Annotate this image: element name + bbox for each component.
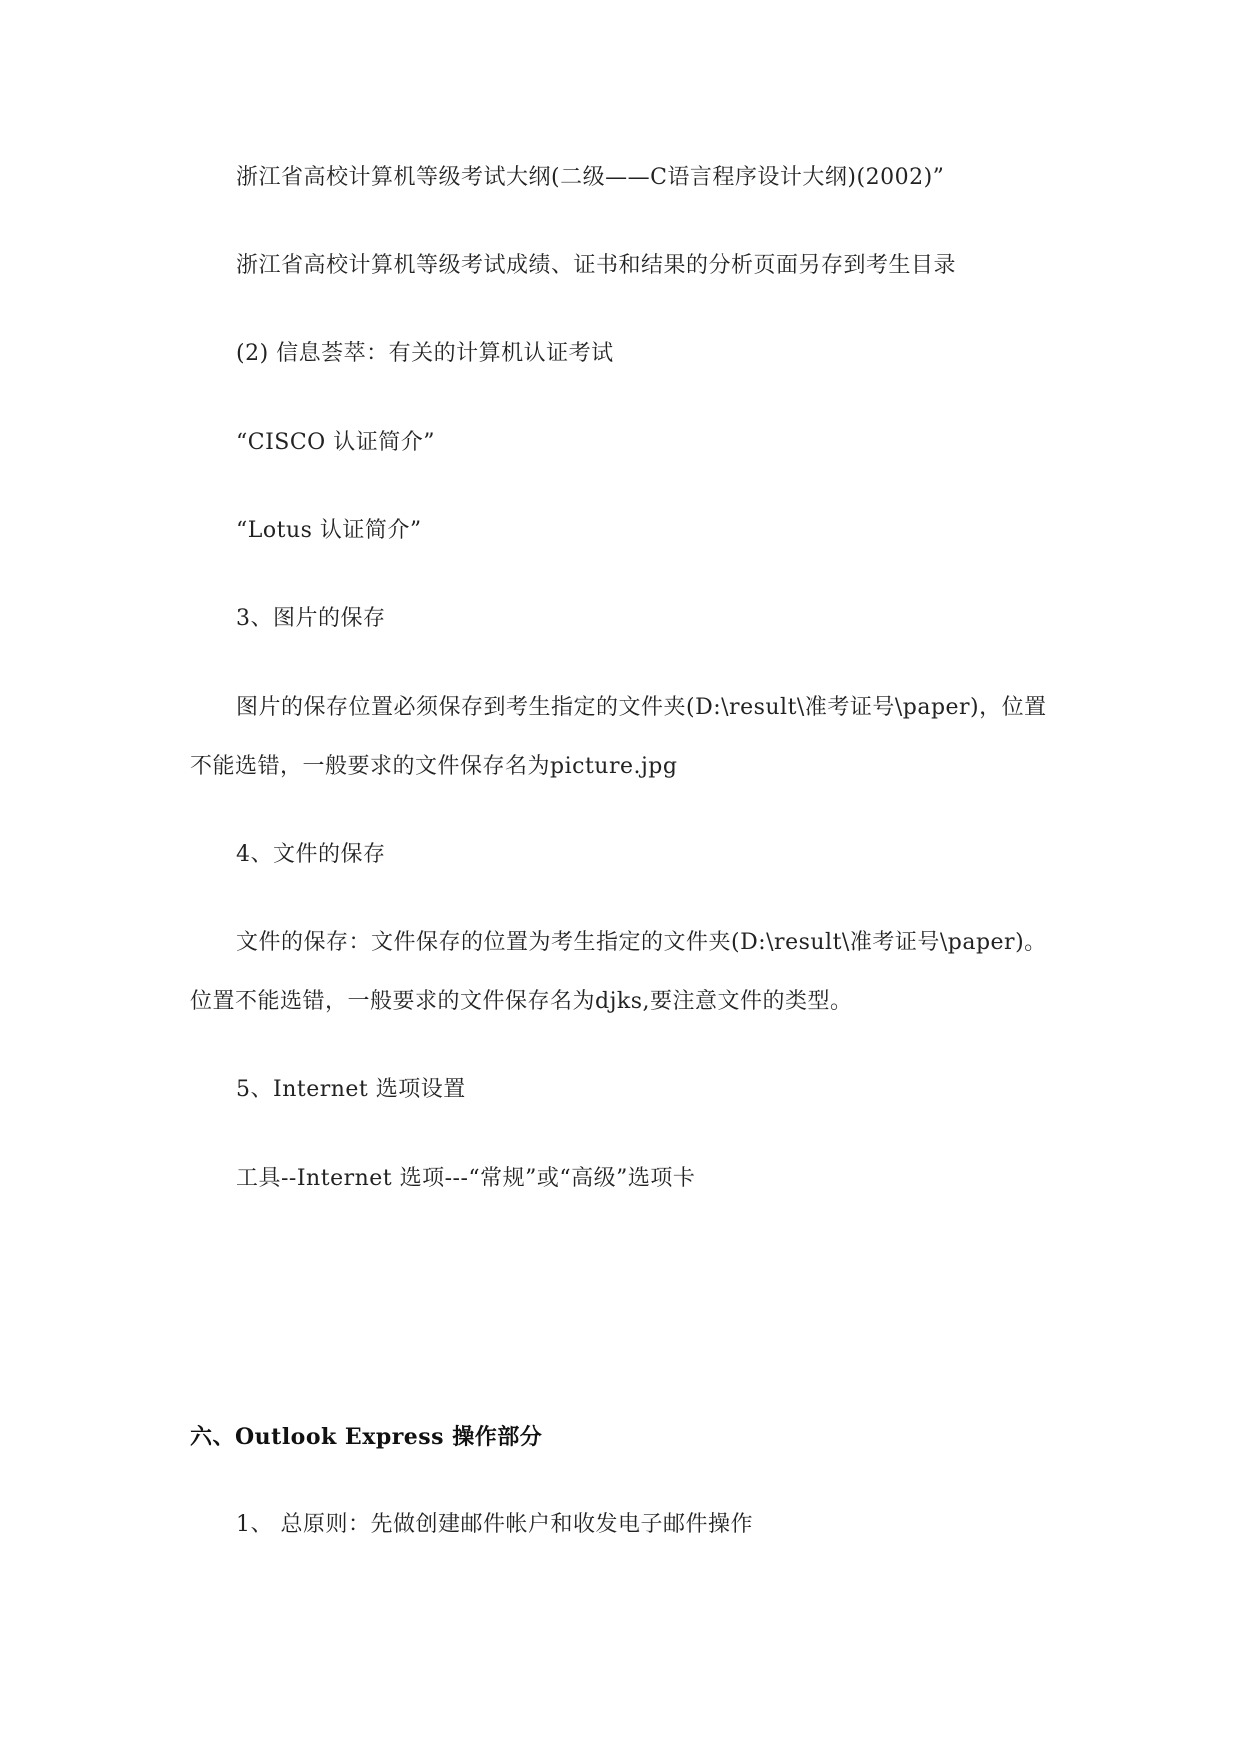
section-title: 3、图片的保存	[236, 606, 386, 631]
chapter-heading: 六、Outlook Express 操作部分	[190, 1424, 543, 1450]
paragraph-line: (2) 信息荟萃：有关的计算机认证考试	[236, 341, 614, 366]
section-title: 4、文件的保存	[236, 842, 386, 867]
paragraph-line: “CISCO 认证简介”	[236, 430, 435, 455]
paragraph-line: “Lotus 认证简介”	[236, 518, 422, 543]
paragraph-line: 工具--Internet 选项---“常规”或“高级”选项卡	[236, 1166, 696, 1191]
paragraph-line: 图片的保存位置必须保存到考生指定的文件夹(D:\result\准考证号\paper)，位置	[236, 695, 1047, 720]
paragraph-line: 文件的保存：文件保存的位置为考生指定的文件夹(D:\result\准考证号\paper)。	[236, 930, 1047, 955]
paragraph-line: 浙江省高校计算机等级考试成绩、证书和结果的分析页面另存到考生目录	[236, 253, 957, 278]
paragraph-line: 位置不能选错，一般要求的文件保存名为djks,要注意文件的类型。	[190, 989, 853, 1014]
section-title: 5、Internet 选项设置	[236, 1077, 466, 1102]
paragraph-line: 1、 总原则：先做创建邮件帐户和收发电子邮件操作	[236, 1512, 753, 1537]
paragraph-line: 不能选错，一般要求的文件保存名为picture.jpg	[190, 754, 678, 779]
paragraph-line: 浙江省高校计算机等级考试大纲(二级——C语言程序设计大纲)(2002)”	[236, 165, 945, 190]
